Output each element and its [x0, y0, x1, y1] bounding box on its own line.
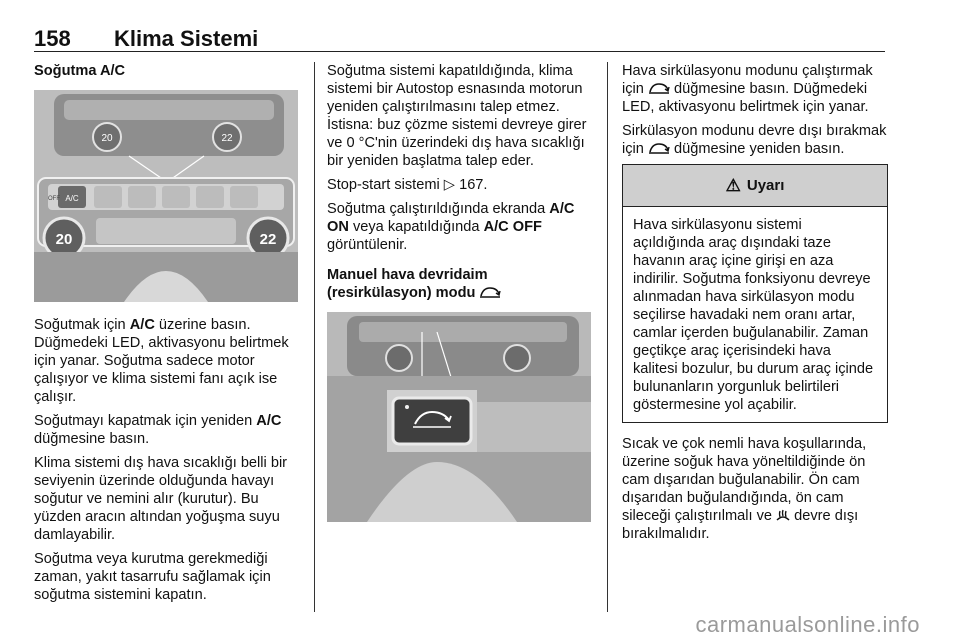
recirculation-heading-text: Manuel hava devridaim (resirkülasyon) modu: [327, 267, 488, 301]
text-recirc-on-post: düğmesine basın. Düğmedeki LED, aktivasyonu belirtmek için yanar.: [622, 81, 869, 115]
page-reference-arrow-icon: ▷: [443, 177, 456, 193]
section-heading-ac: Soğutma A/C: [34, 63, 126, 79]
warning-header: [623, 165, 887, 207]
column-divider-2: [607, 62, 608, 612]
column-divider-1: [314, 62, 315, 612]
warning-title: Uyarı: [746, 176, 785, 194]
ac-off-label: A/C OFF: [483, 219, 542, 235]
ac-button-label: A/C: [65, 194, 79, 203]
ac-panel-illustration: [34, 90, 298, 302]
paragraph-stop-start: [327, 176, 593, 194]
text-recirc-off-post: düğmesine yeniden basın.: [669, 141, 845, 157]
text-ac-off-pre: Soğutmayı kapatmak için yeniden: [34, 413, 257, 429]
ac-label-2: A/C: [256, 413, 282, 429]
recirculation-icon: [648, 142, 670, 154]
off-button-label: OFF: [48, 196, 60, 202]
small-right-temp: 22: [221, 133, 233, 144]
text-ac-on-pre: Soğutmak için: [34, 317, 130, 333]
text-ac-off-post: düğmesine basın.: [34, 431, 150, 447]
paragraph-fuel-saving: Soğutma veya kurutma gerekmediği zaman, yakıt tasarrufu sağlamak için soğutma sistemini kapatın.: [34, 551, 271, 603]
ac-on-label: A/C ON: [327, 201, 575, 235]
recirculation-icon: [479, 286, 501, 298]
text-stop-start: Stop-start sistemi: [327, 177, 444, 193]
page-number: 158: [34, 26, 71, 51]
chapter-title: Klima Sistemi: [114, 26, 259, 51]
paragraph-dehumidify: Klima sistemi dış hava sıcaklığı belli bir seviyenin üzerinde olduğunda havayı soğutur ve nemini alır (kurutur). Bu yüzden aracın altından yoğuşma suyu damlayabilir.: [34, 455, 288, 543]
column-1: [34, 62, 300, 610]
small-left-temp: 20: [101, 133, 113, 144]
paragraph-recirculation-off: [622, 122, 888, 158]
text-fog-post: devre dışı bırakılmalıdır.: [622, 508, 859, 542]
paragraph-ac-on: [34, 316, 300, 406]
header-divider: [34, 51, 885, 52]
warning-box: [622, 164, 888, 423]
page-header: [34, 26, 884, 52]
watermark: carmanualsonline.info: [695, 612, 920, 637]
paragraph-display-status: [327, 200, 593, 254]
recirculation-illustration: [327, 312, 591, 522]
text-fog-pre: Sıcak ve çok nemli hava koşullarında, üzerine soğuk hava yöneltildiğinde ön cam dışarıdan buğulanabilir. Ön cam dışarıdan buğulandığında, ön cam sileceği çalıştırılmalı ve: [622, 436, 867, 524]
recirculation-icon: [648, 82, 670, 94]
windscreen-defrost-icon: [776, 508, 790, 522]
big-right-temp: 22: [259, 231, 277, 248]
text-recirc-off-pre: Sirkülasyon modunu devre dışı bırakmak için: [622, 123, 887, 157]
paragraph-ac-off: [34, 412, 300, 448]
warning-body: Hava sirkülasyonu sistemi açıldığında araç dışındaki taze havanın araç içine girişi en aza indirilir. Soğutma fonksiyonu devreye alınmadan hava sirkülasyon modu seçilirse havadaki nem oranı artar, camlar içerden buğulanabilir. Zaman geçtikçe araç içerisindeki hava kalitesi bozulur, bu durum araç içinde bulunanların yorgunluk belirtileri göstermesine yol açabilir.: [633, 217, 874, 413]
text-recirc-on-pre: Hava sirkülasyonu modunu çalıştırmak için: [622, 63, 873, 97]
page-reference-link[interactable]: 167.: [459, 177, 488, 193]
warning-triangle-icon: ⚠: [725, 175, 741, 195]
ac-control-panel-photo: [34, 90, 298, 302]
text-display-post: görüntülenir.: [327, 237, 408, 253]
column-2: [327, 62, 593, 522]
text-ac-on-post: üzerine basın. Düğmedeki LED, aktivasyonu belirtmek için yanar. Soğutma sadece motor çalışıyor ve klima sistemi fanı açık ise çalışır.: [34, 317, 289, 405]
section-heading-recirculation: [327, 266, 593, 302]
big-left-temp: 20: [55, 231, 73, 248]
paragraph-recirculation-on: [622, 62, 888, 116]
text-display-mid: veya kapatıldığında: [348, 219, 484, 235]
recirculation-button-photo: [327, 312, 591, 522]
paragraph-autostop: Soğutma sistemi kapatıldığında, klima sistemi bir Autostop esnasında motorun yeniden çalıştırılmasını talep etmez. İstisna: buz çözme sistemi devreye girer ve 0 °C'nin üzerindeki dış hava sıcaklığı bir yeniden başlatma talep eder.: [327, 63, 587, 169]
ac-label-1: A/C: [129, 317, 155, 333]
paragraph-windscreen-fog: [622, 435, 888, 543]
column-3: [622, 62, 888, 549]
text-display-pre: Soğutma çalıştırıldığında ekranda: [327, 201, 550, 217]
